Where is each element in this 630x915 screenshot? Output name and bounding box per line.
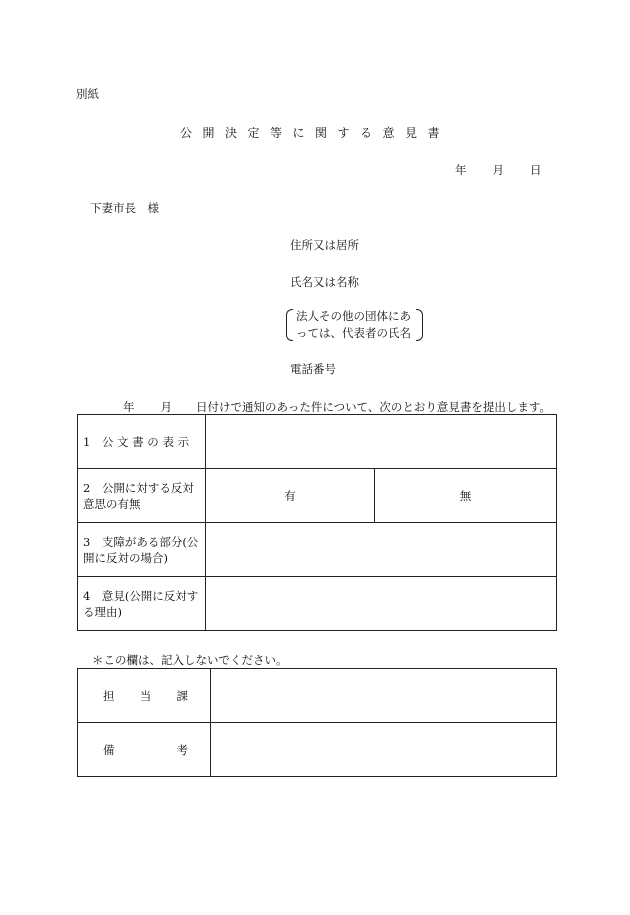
table-row [78, 723, 557, 777]
phone-label: 電話番号 [290, 362, 336, 376]
row-label-document: 1 公 文 書 の 表 示 [78, 415, 206, 469]
annex-label: 別紙 [76, 87, 99, 101]
table-row [78, 669, 557, 723]
opinion-table [77, 414, 557, 631]
office-use-table [77, 668, 557, 777]
label-char: 考 [176, 742, 188, 757]
document-display-cell[interactable] [206, 415, 557, 469]
table-row [78, 415, 557, 469]
intro-month: 月 [160, 400, 172, 414]
affected-part-cell[interactable] [206, 523, 557, 577]
addressee: 下妻市長 様 [90, 201, 159, 215]
date-year: 年 [455, 163, 467, 177]
intro-text: 日付けで通知のあった件について、次のとおり意見書を提出します。 [196, 400, 552, 414]
label-char: 当 [139, 688, 152, 703]
representative-note [286, 308, 426, 341]
address-label: 住所又は居所 [290, 238, 359, 252]
bracket-left [286, 309, 293, 341]
remarks-cell [211, 723, 557, 777]
row-label-remarks [78, 723, 211, 777]
table-row [78, 523, 557, 577]
table-row [78, 469, 557, 523]
intro-year: 年 [123, 400, 135, 414]
label-char: 課 [176, 688, 188, 703]
objection-yes-option[interactable]: 有 [206, 469, 375, 523]
intro-sentence [123, 399, 551, 415]
name-label: 氏名又は名称 [290, 275, 359, 289]
note-line-2: っては、代表者の氏名 [296, 326, 411, 340]
section-in-charge-cell [211, 669, 557, 723]
date-month: 月 [492, 163, 504, 177]
label-char: 担 [103, 688, 115, 703]
date-line [455, 162, 542, 178]
row-label-objection: 2 公開に対する反対意思の有無 [78, 469, 206, 523]
bracket-right [416, 309, 423, 341]
date-day: 日 [530, 163, 542, 177]
document-title: 公開決定等に関する意見書 [179, 126, 450, 140]
note-line-1: 法人その他の団体にあ [296, 309, 411, 323]
objection-no-option[interactable]: 無 [375, 469, 557, 523]
row-label-opinion: 4 意見(公開に反対する理由) [78, 577, 206, 631]
row-label-section-in-charge [78, 669, 211, 723]
row-label-affected-part: 3 支障がある部分(公開に反対の場合) [78, 523, 206, 577]
table-row [78, 577, 557, 631]
opinion-cell[interactable] [206, 577, 557, 631]
label-char: 備 [103, 742, 115, 757]
office-use-notice: ＊この欄は、記入しないでください。 [92, 653, 288, 667]
